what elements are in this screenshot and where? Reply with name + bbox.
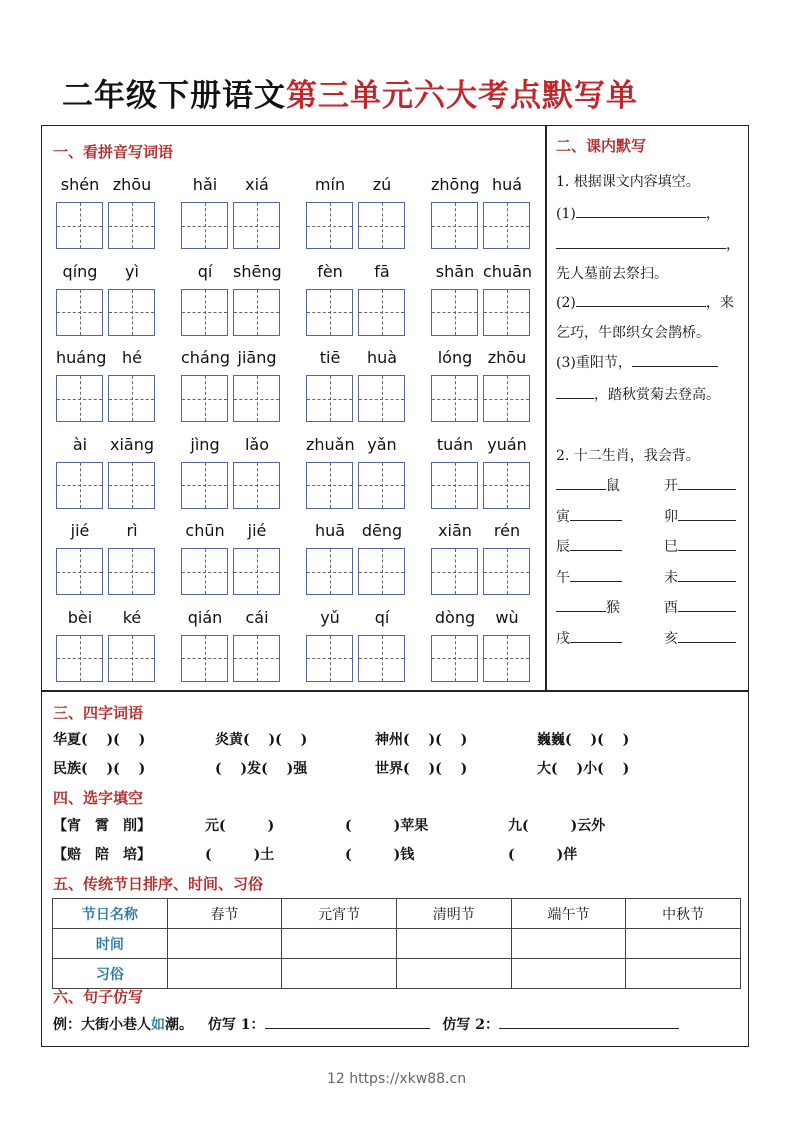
blank[interactable] <box>556 248 726 249</box>
zodiac-char: 巳 <box>664 539 678 555</box>
blank[interactable] <box>556 489 606 490</box>
tian-grid-box[interactable] <box>233 289 280 336</box>
header-cell: 元宵节 <box>282 899 397 929</box>
answer-cell[interactable] <box>167 929 282 959</box>
pinyin-label: yǔ <box>320 607 340 627</box>
tian-grid-box[interactable] <box>431 548 478 595</box>
example-text: 例：大街小巷人 <box>53 1017 151 1033</box>
pinyin-label: rì <box>126 521 138 540</box>
choose-item[interactable]: ( )苹果 <box>345 818 429 834</box>
header-cell: 端午节 <box>511 899 626 929</box>
pinyin-label: lǎo <box>244 434 270 454</box>
four-char-item[interactable]: 民族( )( ) <box>53 761 146 777</box>
pinyin-label: huà <box>366 348 398 367</box>
table-header-row <box>53 899 741 929</box>
recite-line-6[interactable] <box>556 352 718 372</box>
recite-line-5: 乞巧，牛郎织女会鹊桥。 <box>556 325 710 341</box>
tian-grid-box[interactable] <box>306 462 353 509</box>
pinyin-label: yuán <box>487 434 527 454</box>
pinyin-label: qíng <box>62 261 98 281</box>
zodiac-right[interactable] <box>664 506 736 526</box>
answer-cell[interactable] <box>626 959 741 989</box>
tian-grid-box[interactable] <box>306 375 353 422</box>
header-cell: 节日名称 <box>53 899 168 929</box>
tian-grid-box[interactable] <box>108 375 155 422</box>
answer-cell[interactable] <box>167 959 282 989</box>
tian-grid-box[interactable] <box>181 548 228 595</box>
text: ，踏秋赏菊去登高。 <box>594 387 720 403</box>
section1-title: 一、看拼音写词语 <box>53 143 174 161</box>
table-row-time <box>53 929 741 959</box>
pinyin-label: shēng <box>233 261 282 281</box>
tian-grid-box[interactable] <box>181 289 228 336</box>
tian-grid-box[interactable] <box>56 635 103 682</box>
pinyin-label: mín <box>314 175 346 194</box>
pinyin-label: jiāng <box>237 348 277 367</box>
tian-grid-box[interactable] <box>56 462 103 509</box>
tian-grid-box[interactable] <box>56 202 103 249</box>
pinyin-label: zhuǎn <box>306 434 355 454</box>
pinyin-label: qián <box>187 607 223 627</box>
recite-line-1[interactable] <box>556 203 720 223</box>
q2-label: 2. 十二生肖，我会背。 <box>556 448 700 464</box>
imitation-line <box>53 1014 679 1034</box>
tian-grid-box[interactable] <box>306 548 353 595</box>
table-row-custom <box>53 959 741 989</box>
tian-grid-box[interactable] <box>181 635 228 682</box>
blank[interactable] <box>678 581 736 582</box>
tian-grid-box[interactable] <box>483 462 530 509</box>
zodiac-char: 未 <box>664 569 678 586</box>
imitation-1-label: 仿写 1： <box>207 1017 265 1033</box>
choose-item[interactable]: 元( ) <box>205 818 275 834</box>
zodiac-char: 开 <box>664 478 678 494</box>
festival-table <box>52 898 741 989</box>
pinyin-label: zú <box>372 175 392 194</box>
label-1: (1) <box>556 206 576 222</box>
answer-cell[interactable] <box>282 959 397 989</box>
divider-vertical <box>545 125 547 691</box>
four-char-item[interactable]: 世界( )( ) <box>375 761 468 777</box>
pinyin-label: ài <box>72 434 88 454</box>
comma: ， <box>726 237 740 253</box>
text: (3)重阳节， <box>556 355 632 371</box>
tian-grid-box[interactable] <box>431 375 478 422</box>
blank[interactable] <box>678 611 736 612</box>
four-char-item[interactable]: 神州( )( ) <box>375 732 468 748</box>
pinyin-label: cháng <box>181 348 231 367</box>
imitation-2-blank[interactable] <box>499 1028 679 1029</box>
blank[interactable] <box>576 217 706 218</box>
tian-grid-box[interactable] <box>181 375 228 422</box>
tian-grid-box[interactable] <box>306 202 353 249</box>
pinyin-label: qí <box>374 607 390 627</box>
section3-title: 三、四字词语 <box>53 704 144 722</box>
tian-grid-box[interactable] <box>306 289 353 336</box>
blank[interactable] <box>570 581 622 582</box>
blank[interactable] <box>570 550 622 551</box>
choose-item[interactable]: ( )伴 <box>508 847 578 863</box>
tian-grid-box[interactable] <box>483 202 530 249</box>
choose-item[interactable]: 【赔 陪 培】 <box>53 847 151 863</box>
comma: ， <box>705 206 720 222</box>
zodiac-char: 寅 <box>556 508 570 525</box>
pinyin-label: jié <box>70 521 90 540</box>
page-title <box>62 70 638 115</box>
zodiac-char: 猴 <box>606 600 620 616</box>
blank[interactable] <box>556 611 606 612</box>
zodiac-left[interactable] <box>556 506 622 526</box>
choose-item[interactable]: 【宵 霄 削】 <box>53 818 151 834</box>
pinyin-label: tuán <box>436 434 474 454</box>
recite-line-7[interactable] <box>556 384 720 404</box>
blank[interactable] <box>678 642 736 643</box>
zodiac-char: 午 <box>556 569 570 586</box>
tian-grid-box[interactable] <box>483 635 530 682</box>
zodiac-right[interactable] <box>664 628 736 648</box>
tian-grid-box[interactable] <box>233 202 280 249</box>
pinyin-label: huā <box>314 521 346 540</box>
pinyin-label: xiāng <box>109 434 154 454</box>
blank[interactable] <box>556 398 594 399</box>
label-2: (2) <box>556 295 576 311</box>
blank[interactable] <box>678 550 736 551</box>
zodiac-left[interactable] <box>556 597 620 617</box>
blank[interactable] <box>576 306 706 307</box>
tian-grid-box[interactable] <box>358 202 405 249</box>
tian-grid-box[interactable] <box>483 375 530 422</box>
tian-grid-box[interactable] <box>358 462 405 509</box>
tian-grid-box[interactable] <box>56 289 103 336</box>
four-char-item[interactable]: 大( )小( ) <box>537 761 630 777</box>
pinyin-label: chūn <box>185 521 225 540</box>
zodiac-char: 酉 <box>664 600 678 616</box>
zodiac-char: 卯 <box>664 508 678 525</box>
pinyin-label: fā <box>374 261 390 281</box>
title-black: 二年级下册语文 <box>62 78 286 114</box>
tian-grid-box[interactable] <box>431 289 478 336</box>
divider-horizontal <box>41 690 749 692</box>
recite-line-4[interactable] <box>556 292 734 312</box>
pinyin-label: zhōu <box>487 348 527 367</box>
row-label: 时间 <box>53 929 168 959</box>
zodiac-char: 戌 <box>556 630 570 647</box>
pinyin-label: huá <box>491 175 523 194</box>
recite-line-3: 先人墓前去祭扫。 <box>556 266 668 282</box>
example-text-end: 潮。 <box>165 1017 193 1033</box>
zodiac-char: 亥 <box>664 630 678 647</box>
section5-title: 五、传统节日排序、时间、习俗 <box>53 875 264 893</box>
pinyin-label: wù <box>495 607 519 627</box>
pinyin-label: zhōu <box>112 175 152 194</box>
pinyin-label: shén <box>60 175 100 194</box>
zodiac-left[interactable] <box>556 628 622 648</box>
zodiac-right[interactable] <box>664 597 736 617</box>
pinyin-label: rén <box>493 521 521 540</box>
zodiac-char: 辰 <box>556 539 570 555</box>
tian-grid-box[interactable] <box>233 462 280 509</box>
zodiac-left[interactable] <box>556 475 620 495</box>
pinyin-label: bèi <box>67 607 93 627</box>
zodiac-left[interactable] <box>556 567 622 587</box>
blank[interactable] <box>678 489 736 490</box>
pinyin-label: dēng <box>361 521 403 540</box>
pinyin-label: zhōng <box>431 175 480 194</box>
pinyin-label: cái <box>245 607 269 627</box>
tian-grid-box[interactable] <box>233 375 280 422</box>
pinyin-label: yì <box>125 261 139 281</box>
zodiac-char: 鼠 <box>606 478 620 494</box>
answer-cell[interactable] <box>626 929 741 959</box>
answer-cell[interactable] <box>396 929 511 959</box>
tian-grid-box[interactable] <box>431 462 478 509</box>
tian-grid-box[interactable] <box>358 548 405 595</box>
tian-grid-box[interactable] <box>181 202 228 249</box>
choose-item[interactable]: ( )土 <box>205 847 275 863</box>
four-char-item[interactable]: 华夏( )( ) <box>53 732 146 748</box>
zodiac-right[interactable] <box>664 475 736 495</box>
recite-line-2[interactable] <box>556 234 740 254</box>
tian-grid-box[interactable] <box>358 289 405 336</box>
tian-grid-box[interactable] <box>358 375 405 422</box>
tian-grid-box[interactable] <box>431 635 478 682</box>
text: ，来 <box>705 295 734 311</box>
pinyin-label: shān <box>435 261 475 281</box>
answer-cell[interactable] <box>511 929 626 959</box>
tian-grid-box[interactable] <box>181 462 228 509</box>
tian-grid-box[interactable] <box>483 548 530 595</box>
tian-grid-box[interactable] <box>108 289 155 336</box>
tian-grid-box[interactable] <box>306 635 353 682</box>
pinyin-label: dòng <box>434 607 476 627</box>
four-char-item[interactable]: ( )发( )强 <box>215 761 308 777</box>
pinyin-label: tiē <box>319 348 341 367</box>
zodiac-right[interactable] <box>664 536 736 556</box>
answer-cell[interactable] <box>282 929 397 959</box>
pinyin-label: ké <box>122 607 142 627</box>
four-char-item[interactable]: 炎黄( )( ) <box>215 732 308 748</box>
title-red: 第三单元六大考点默写单 <box>286 78 638 114</box>
row-label: 习俗 <box>53 959 168 989</box>
pinyin-label: qí <box>197 261 213 281</box>
tian-grid-box[interactable] <box>358 635 405 682</box>
blank[interactable] <box>570 642 622 643</box>
header-cell: 中秋节 <box>626 899 741 929</box>
header-cell: 清明节 <box>396 899 511 929</box>
blank[interactable] <box>678 520 736 521</box>
choose-item[interactable]: 九( )云外 <box>508 818 606 834</box>
example-highlight: 如 <box>151 1017 165 1033</box>
pinyin-label: jìng <box>190 434 220 454</box>
tian-grid-box[interactable] <box>431 202 478 249</box>
zodiac-left[interactable] <box>556 536 622 556</box>
tian-grid-box[interactable] <box>233 635 280 682</box>
pinyin-label: jié <box>247 521 267 540</box>
pinyin-label: chuān <box>483 261 533 281</box>
answer-cell[interactable] <box>511 959 626 989</box>
blank[interactable] <box>632 366 718 367</box>
pinyin-label: lóng <box>437 348 473 367</box>
pinyin-label: huáng <box>56 348 107 367</box>
four-char-item[interactable]: 巍巍( )( ) <box>537 732 630 748</box>
section6-title: 六、句子仿写 <box>53 988 144 1006</box>
imitation-1-blank[interactable] <box>265 1028 430 1029</box>
pinyin-label: hé <box>122 348 142 367</box>
choose-item[interactable]: ( )钱 <box>345 847 415 863</box>
footer-url: 12 https://xkw88.cn <box>326 1071 467 1087</box>
section4-title: 四、选字填空 <box>53 789 144 807</box>
header-cell: 春节 <box>167 899 282 929</box>
tian-grid-box[interactable] <box>56 548 103 595</box>
tian-grid-box[interactable] <box>233 548 280 595</box>
pinyin-label: fèn <box>317 261 343 281</box>
tian-grid-box[interactable] <box>56 375 103 422</box>
tian-grid-box[interactable] <box>108 462 155 509</box>
pinyin-label: hǎi <box>192 175 218 194</box>
tian-grid-box[interactable] <box>108 202 155 249</box>
pinyin-label: xiá <box>245 175 269 194</box>
q1-label: 1. 根据课文内容填空。 <box>556 174 700 190</box>
tian-grid-box[interactable] <box>108 548 155 595</box>
tian-grid-box[interactable] <box>483 289 530 336</box>
pinyin-label: xiān <box>438 521 472 540</box>
tian-grid-box[interactable] <box>108 635 155 682</box>
answer-cell[interactable] <box>396 959 511 989</box>
pinyin-label: yǎn <box>367 434 397 454</box>
blank[interactable] <box>570 520 622 521</box>
zodiac-right[interactable] <box>664 567 736 587</box>
imitation-2-label: 仿写 2： <box>442 1017 499 1033</box>
section2-title: 二、课内默写 <box>556 137 647 155</box>
